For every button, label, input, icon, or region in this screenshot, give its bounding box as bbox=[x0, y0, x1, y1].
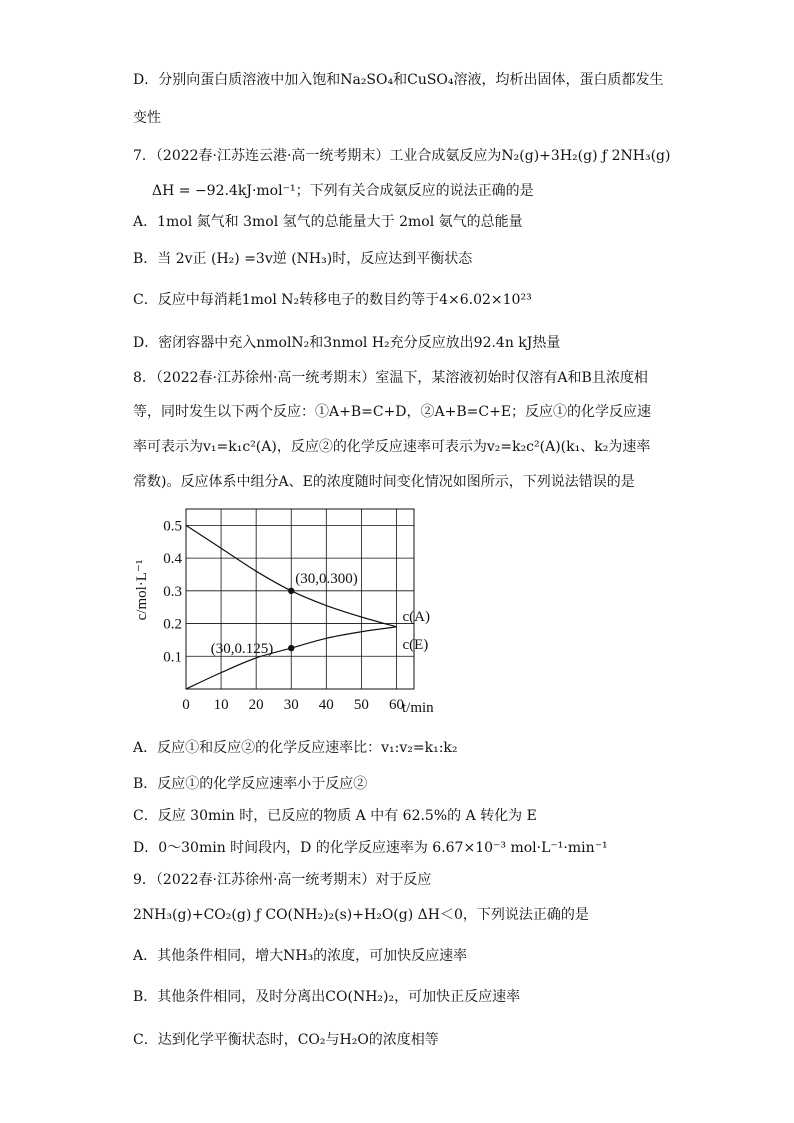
q7-option-c: C．反应中每消耗1mol N₂转移电子的数目约等于4×6.02×10²³ bbox=[133, 292, 532, 308]
chart-grid bbox=[186, 509, 414, 689]
q8-option-c: C．反应 30min 时，已反应的物质 A 中有 62.5%的 A 转化为 E bbox=[133, 808, 537, 824]
text-line-1: D．分别向蛋白质溶液中加入饱和Na₂SO₄和CuSO₄溶液，均析出固体，蛋白质都发生 bbox=[133, 72, 664, 88]
q8-option-a: A．反应①和反应②的化学反应速率比：v₁:v₂=k₁:k₂ bbox=[133, 740, 458, 756]
x-tick-label: 30 bbox=[283, 697, 299, 713]
y-tick-label: 0.4 bbox=[163, 551, 182, 568]
q9-option-a: A．其他条件相同，增大NH₃的浓度，可加快反应速率 bbox=[133, 948, 468, 964]
q7-option-b: B．当 2v正 (H₂) =3v逆 (NH₃)时，反应达到平衡状态 bbox=[133, 251, 473, 267]
q9-option-b: B．其他条件相同，及时分离出CO(NH₂)₂，可加快正反应速率 bbox=[133, 989, 521, 1005]
q7-stem-cont: ΔH = −92.4kJ·mol⁻¹；下列有关合成氨反应的说法正确的是 bbox=[152, 183, 534, 199]
x-tick-label: 60 bbox=[388, 697, 404, 713]
y-tick-label: 0.2 bbox=[163, 616, 182, 633]
y-tick-label: 0.5 bbox=[163, 518, 182, 535]
q7-option-a: A．1mol 氮气和 3mol 氢气的总能量大于 2mol 氨气的总能量 bbox=[133, 214, 523, 230]
series-label: c(E) bbox=[402, 636, 429, 653]
q8-stem-3: 率可表示为v₁=k₁c²(A)，反应②的化学反应速率可表示为v₂=k₂c²(A)(k₁、k₂为速率 bbox=[133, 439, 651, 455]
x-tick-label: 50 bbox=[353, 697, 369, 713]
q8-stem-2: 等，同时发生以下两个反应：①A+B=C+D，②A+B=C+E；反应①的化学反应速 bbox=[133, 404, 652, 420]
series-label: c(A) bbox=[402, 608, 430, 625]
annotation-label: (30,0.300) bbox=[295, 570, 358, 587]
q8-option-b: B．反应①的化学反应速率小于反应② bbox=[133, 776, 368, 792]
q8-stem-4: 常数)。反应体系中组分A、E的浓度随时间变化情况如图所示，下列说法错误的是 bbox=[133, 474, 635, 490]
q9-option-c: C．达到化学平衡状态时，CO₂与H₂O的浓度相等 bbox=[133, 1032, 439, 1048]
text-line-2: 变性 bbox=[133, 110, 161, 126]
chart-annotations bbox=[211, 571, 358, 657]
x-tick-label: 40 bbox=[318, 697, 334, 713]
q7-stem: 7．（2022春·江苏连云港·高一统考期末）工业合成氨反应为N₂(g)+3H₂(g) ƒ 2NH₃(g) bbox=[133, 148, 671, 164]
annotation-point bbox=[288, 588, 294, 594]
x-tick-label: 10 bbox=[213, 697, 229, 713]
y-tick-label: 0.1 bbox=[163, 649, 182, 666]
concentration-time-chart bbox=[126, 498, 446, 720]
q9-stem: 9．（2022春·江苏徐州·高一统考期末）对于反应 bbox=[133, 872, 432, 888]
annotation-point bbox=[288, 645, 294, 651]
q8-option-d: D．0～30min 时间段内，D 的化学反应速率为 6.67×10⁻³ mol·L⁻¹·min⁻¹ bbox=[133, 840, 608, 856]
q9-reaction: 2NH₃(g)+CO₂(g) ƒ CO(NH₂)₂(s)+H₂O(g) ΔH＜0，下列说法正确的是 bbox=[133, 907, 589, 923]
y-tick-label: 0.3 bbox=[163, 583, 182, 600]
y-axis-label: c/mol·L⁻¹ bbox=[134, 559, 150, 621]
plot-frame bbox=[186, 509, 414, 689]
x-tick-label: 20 bbox=[248, 697, 264, 713]
annotation-label: (30,0.125) bbox=[210, 641, 274, 658]
x-axis-label: t/min bbox=[402, 700, 434, 716]
q8-stem: 8．（2022春·江苏徐州·高一统考期末）室温下，某溶液初始时仅溶有A和B且浓度相 bbox=[133, 370, 648, 386]
x-tick-label: 0 bbox=[182, 697, 190, 713]
chart-series bbox=[186, 525, 430, 689]
q7-option-d: D．密闭容器中充入nmolN₂和3nmol H₂充分反应放出92.4n kJ热量 bbox=[133, 335, 561, 351]
chart-ticks bbox=[163, 518, 404, 713]
